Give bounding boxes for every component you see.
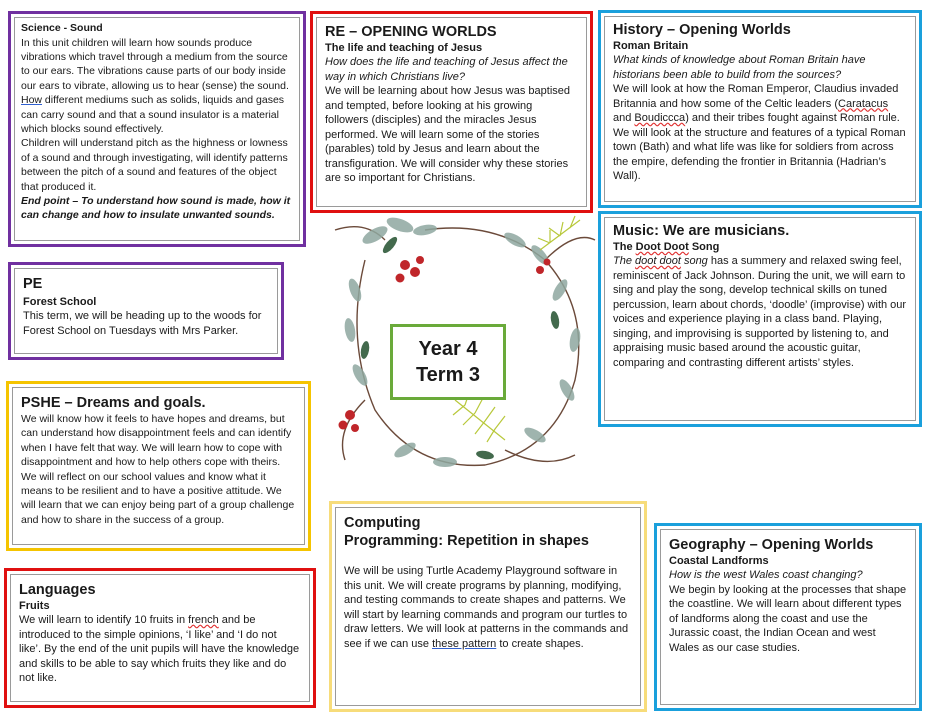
- languages-body: We will learn to identify 10 fruits in french and be introduced to the simple opinions, ‘I like’ and ‘I do not like’. By the end of the unit pupils will have the knowledge and skills to be able to say which fruits they like and do not like.: [19, 614, 300, 684]
- geography-question: How is the west Wales coast changing?: [669, 569, 863, 581]
- languages-panel: [4, 568, 316, 708]
- term-label: Term 3: [415, 364, 481, 386]
- computing-body: We will be using Turtle Academy Playground software in this unit. We will create programs by planning, modifying, and testing commands to create shapes and patterns. We will start by learning commands and program our turtles to draw letters. We will look at patterns in the commands and see if we can use these pattern to create shapes.: [344, 565, 629, 650]
- music-panel: [598, 211, 922, 427]
- history-subtitle: Roman Britain: [613, 40, 689, 52]
- music-title: Music: We are musicians.: [613, 223, 790, 239]
- geography-body: We begin by looking at the processes that shape the coastline. We will learn about different types of landforms along the coast and use the Jurassic coast, the Indian Ocean and west Wales as our case studies.: [669, 583, 907, 654]
- languages-subtitle: Fruits: [19, 600, 50, 612]
- computing-panel: [329, 501, 647, 712]
- geography-panel: [654, 523, 922, 711]
- music-body: The doot doot song has a summery and relaxed swing feel, reminiscent of Jack Johnson. During the unit, we will earn to sing and play the song, develop technical skills on tuned percussion, learn about chords, ‘doodle’ (improvise) with our voices and experience playing in a class band. Playing, singing, and improvising is supported by listening to, and appraising music based around the acoustic guitar, comparing and contrasting different artists’ styles.: [613, 255, 907, 369]
- year-label: Year 4: [418, 338, 478, 360]
- computing-title: Computing: [344, 515, 421, 531]
- science-pitch-text: Children will understand pitch as the highness or lowness of a sound and through investigating, will identify patterns between the pitch of a sound and features of the object that produced it.: [21, 137, 288, 193]
- re-subtitle: The life and teaching of Jesus: [325, 42, 483, 54]
- history-panel: [598, 10, 922, 208]
- re-body: We will be learning about how Jesus was baptised and tempted, before looking at his growing followers (disciples) and the miracles Jesus performed. We will learn some of the stories (parables) told by Jesus and learn about the transfiguration. We will consider why these stories are so important for Christians.: [325, 85, 570, 184]
- pe-subtitle: Forest School: [23, 296, 97, 308]
- science-panel: [8, 11, 306, 247]
- computing-subtitle: Programming: Repetition in shapes: [344, 533, 589, 549]
- science-endpoint: End point – To understand how sound is made, how it can change and how to insulate unwanted sounds.: [21, 194, 291, 222]
- pshe-title: PSHE – Dreams and goals.: [21, 395, 206, 411]
- geography-subtitle: Coastal Landforms: [669, 555, 769, 567]
- history-title: History – Opening Worlds: [613, 22, 791, 38]
- history-question: What kinds of knowledge about Roman Britain have historians been able to build from the sources?: [613, 54, 866, 81]
- science-body: In this unit children will learn how sounds produce vibrations which travel through a medium from the source to our ears. The vibrations cause parts of our body inside our ears to vibrate, allowing us to hear (sense) the sound. How different mediums such as solids, liquids and gases can carry sound and that a sound insulator is a material which blocks sound effectively.: [21, 36, 289, 135]
- pe-panel: [8, 262, 284, 360]
- science-title: Science - Sound: [21, 22, 103, 34]
- geography-title: Geography – Opening Worlds: [669, 537, 874, 553]
- pe-title: PE: [23, 276, 43, 292]
- pshe-panel: [6, 381, 311, 551]
- languages-title: Languages: [19, 582, 96, 598]
- re-panel: [310, 11, 593, 213]
- re-title: RE – OPENING WORLDS: [325, 24, 497, 40]
- pshe-body: We will know how it feels to have hopes and dreams, but can understand how disappointment feels and can identify when I have felt that way. We will learn how to cope with disappointment and how to help others cope with theirs. We will reflect on our school values and know what it means to be resilient and to have a positive attitude. We will learn that we can enjoy being part of a group challenge and how to share in the success of a group.: [21, 413, 295, 526]
- pe-body: This term, we will be heading up to the woods for Forest School on Tuesdays with Mrs Parker.: [23, 310, 262, 337]
- re-question: How does the life and teaching of Jesus affect the way in which Christians live?: [325, 56, 568, 83]
- history-body: We will look at how the Roman Emperor, Claudius invaded Britannia and how some of the Celtic leaders (Caratacus and Boudiccca) and their tribes fought against Roman rule. We will look at the structure and features of a typical Roman town (Bath) and what life was like for soldiers from across the empire, defending the frontier in Britannia (Hadrian’s Wall).: [613, 83, 906, 182]
- year-term-label: [390, 324, 506, 400]
- music-subtitle: The Doot Doot Song: [613, 241, 720, 253]
